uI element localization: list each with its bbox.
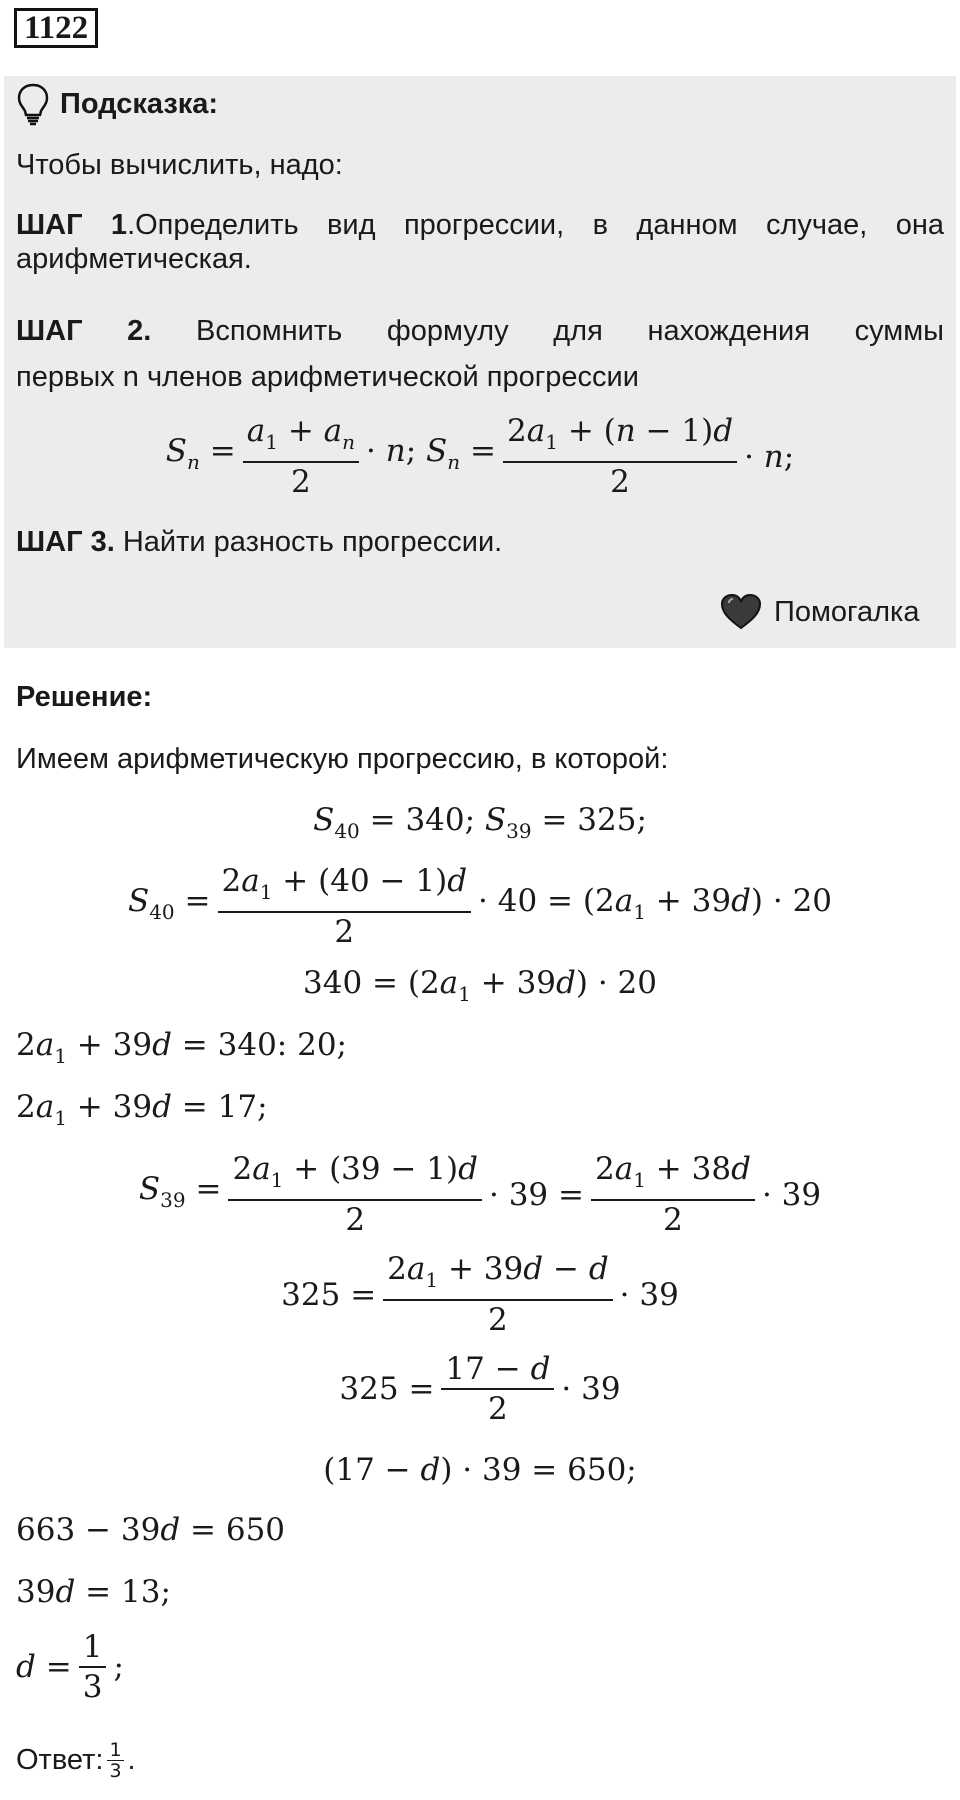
answer-label: Ответ: bbox=[16, 1744, 104, 1776]
step-1-text: .Определить вид прогрессии, в данном случае, она арифметическая. bbox=[16, 209, 944, 275]
step-2-line-2: первых n членов арифметической прогрессии bbox=[16, 361, 639, 393]
s39-simplified: 325 = $\frac{17 - d}{2}$ · 39 bbox=[339, 1351, 621, 1427]
hint-title: Подсказка: bbox=[60, 88, 219, 120]
solution-intro: Имеем арифметическую прогрессию, в которой: bbox=[16, 743, 669, 775]
lightbulb-icon bbox=[16, 82, 50, 126]
equation-3: (17 − d) · 39 = 650; bbox=[323, 1452, 637, 1488]
result-d: d = $\frac{1}{3}$ ; bbox=[16, 1629, 124, 1705]
step-1-label: ШАГ 1 bbox=[16, 209, 128, 241]
step-3-label: ШАГ 3. bbox=[16, 526, 115, 558]
s39-formula: $S_{39}$ = $\frac{2a_1 + (39 - 1)d}{2}$ · 39 = $\frac{2a_1 + 38d}{2}$ · 39 bbox=[138, 1151, 822, 1238]
s39-substitution: 325 = $\frac{2a_1 + 39d - d}{2}$ · 39 bbox=[281, 1251, 679, 1338]
hint-step-1 bbox=[16, 208, 944, 276]
heart-icon bbox=[720, 593, 762, 631]
hint-step-2 bbox=[16, 314, 944, 348]
s40-substitution: $340 = (2a_1 + 39d) \cdot 20$ bbox=[303, 965, 657, 1006]
equation-2: $2a_1 + 39d = 17$; bbox=[16, 1089, 268, 1130]
answer-numerator: 1 bbox=[109, 1738, 122, 1761]
hint-step-3 bbox=[16, 525, 502, 559]
sum-formula: $S_n$ = $\frac{a_1 + a_n}{2}$ · n; $S_n$ = $\frac{2a_1 + (n - 1)d}{2}$ · n; bbox=[165, 413, 795, 500]
answer-end: . bbox=[127, 1744, 136, 1776]
answer-fraction bbox=[107, 1740, 123, 1781]
equation-1: $2a_1 + 39d = 340$: 20; bbox=[16, 1027, 347, 1068]
task-number: 1122 bbox=[14, 8, 98, 48]
equation-4: 663 − 39d = 650 bbox=[16, 1512, 286, 1548]
solution-title: Решение: bbox=[16, 681, 153, 713]
hint-intro: Чтобы вычислить, надо: bbox=[16, 149, 343, 181]
step-2-label: ШАГ 2. bbox=[16, 315, 152, 347]
s40-formula: $S_{40}$ = $\frac{2a_1 + (40 - 1)d}{2}$ · $40 = (2a_1 + 39d) \cdot 20$ bbox=[127, 863, 833, 950]
answer bbox=[16, 1738, 136, 1782]
given-values: $S_{40} = 340$; $S_{39} = 325$; bbox=[313, 802, 647, 843]
brand bbox=[720, 590, 919, 634]
step-2-line-1: Вспомнить формулу для нахождения суммы bbox=[151, 315, 944, 347]
equation-5: 39d = 13; bbox=[16, 1574, 171, 1610]
step-3-text: Найти разность прогрессии. bbox=[114, 526, 503, 558]
brand-name: Помогалка bbox=[774, 595, 920, 628]
answer-denominator: 3 bbox=[109, 1759, 122, 1782]
